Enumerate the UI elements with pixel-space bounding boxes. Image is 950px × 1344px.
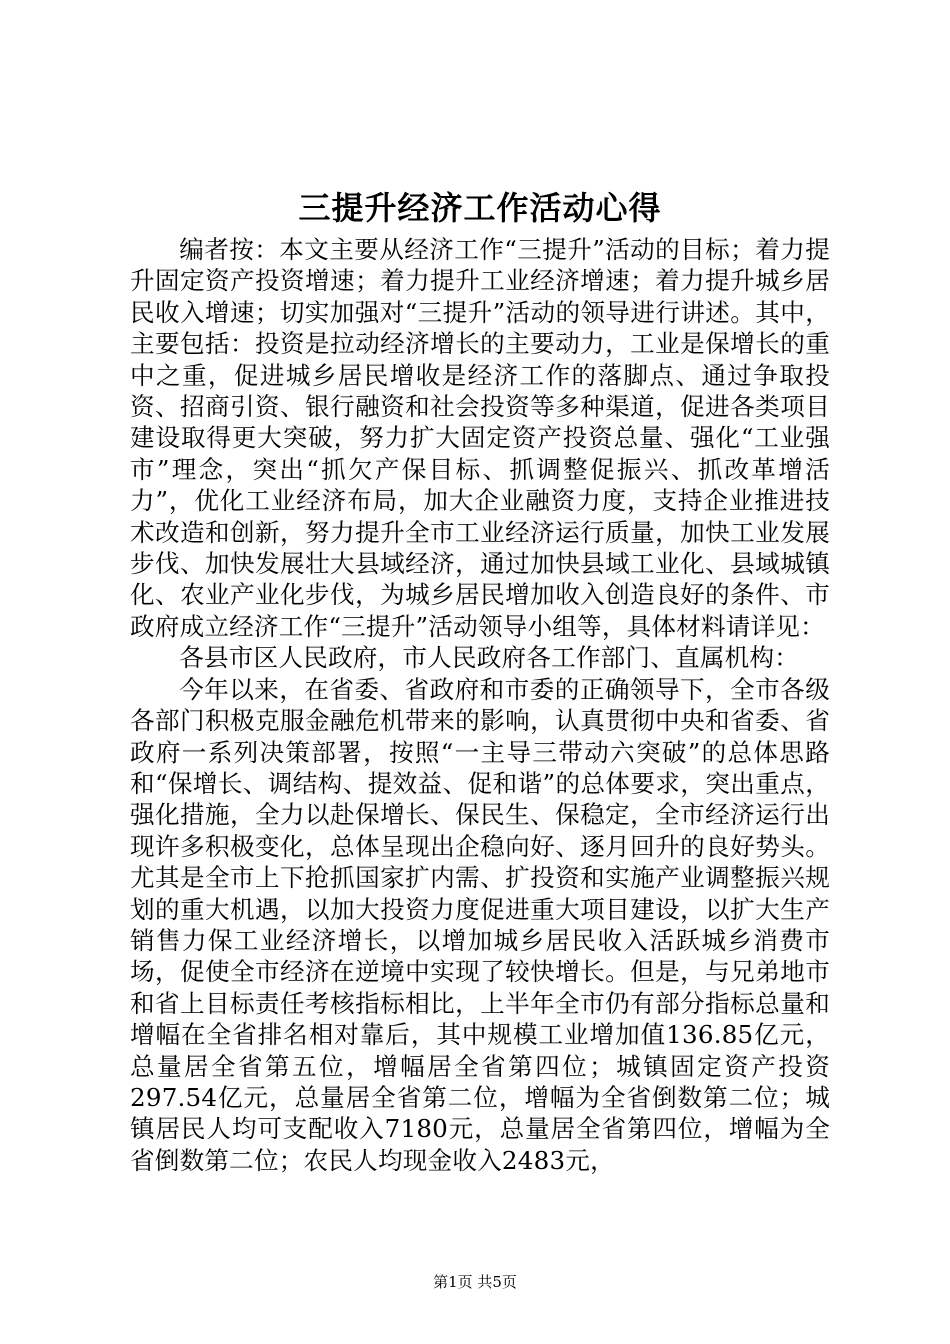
- document-body: [130, 234, 830, 1176]
- paragraph-editor-note: 编者按：本文主要从经济工作“三提升”活动的目标；着力提升固定资产投资增速；着力提升工业经济增速；着力提升城乡居民收入增速；切实加强对“三提升”活动的领导进行讲述。其中，主要包括：投资是拉动经济增长的主要动力，工业是保增长的重中之重，促进城乡居民增收是经济工作的落脚点、通过争取投资、招商引资、银行融资和社会投资等多种渠道，促进各类项目建设取得更大突破，努力扩大固定资产投资总量、强化“工业强市”理念，突出“抓欠产保目标、抓调整促振兴、抓改革增活力”，优化工业经济布局，加大企业融资力度，支持企业推进技术改造和创新，努力提升全市工业经济运行质量，加快工业发展步伐、加快发展壮大县域经济，通过加快县域工业化、县域城镇化、农业产业化步伐，为城乡居民增加收入创造良好的条件、市政府成立经济工作“三提升”活动领导小组等，具体材料请详见：: [130, 235, 830, 641]
- paragraph-addressee: 各县市区人民政府，市人民政府各工作部门、直属机构：: [179, 643, 800, 673]
- page-footer: 第1页 共5页: [433, 1273, 517, 1291]
- document-title: 三提升经济工作活动心得: [298, 189, 662, 227]
- paragraph-main: 今年以来，在省委、省政府和市委的正确领导下，全市各级各部门积极克服金融危机带来的影响，认真贯彻中央和省委、省政府一系列决策部署，按照“一主导三带动六突破”的总体思路和“保增长、调结构、提效益、促和谐”的总体要求，突出重点，强化措施，全力以赴保增长、保民生、保稳定，全市经济运行出现许多积极变化，总体呈现出企稳向好、逐月回升的良好势头。尤其是全市上下抢抓国家扩内需、扩投资和实施产业调整振兴规划的重大机遇，以加大投资力度促进重大项目建设，以扩大生产销售力保工业经济增长，以增加城乡居民收入活跃城乡消费市场，促使全市经济在逆境中实现了较快增长。但是，与兄弟地市和省上目标责任考核指标相比，上半年全市仍有部分指标总量和增幅在全省排名相对靠后，其中规模工业增加值136.85亿元，总量居全省第五位，增幅居全省第四位；城镇固定资产投资297.54亿元，总量居全省第二位，增幅为全省倒数第二位；城镇居民人均可支配收入7180元，总量居全省第四位，增幅为全省倒数第二位；农民人均现金收入2483元，: [130, 674, 830, 1175]
